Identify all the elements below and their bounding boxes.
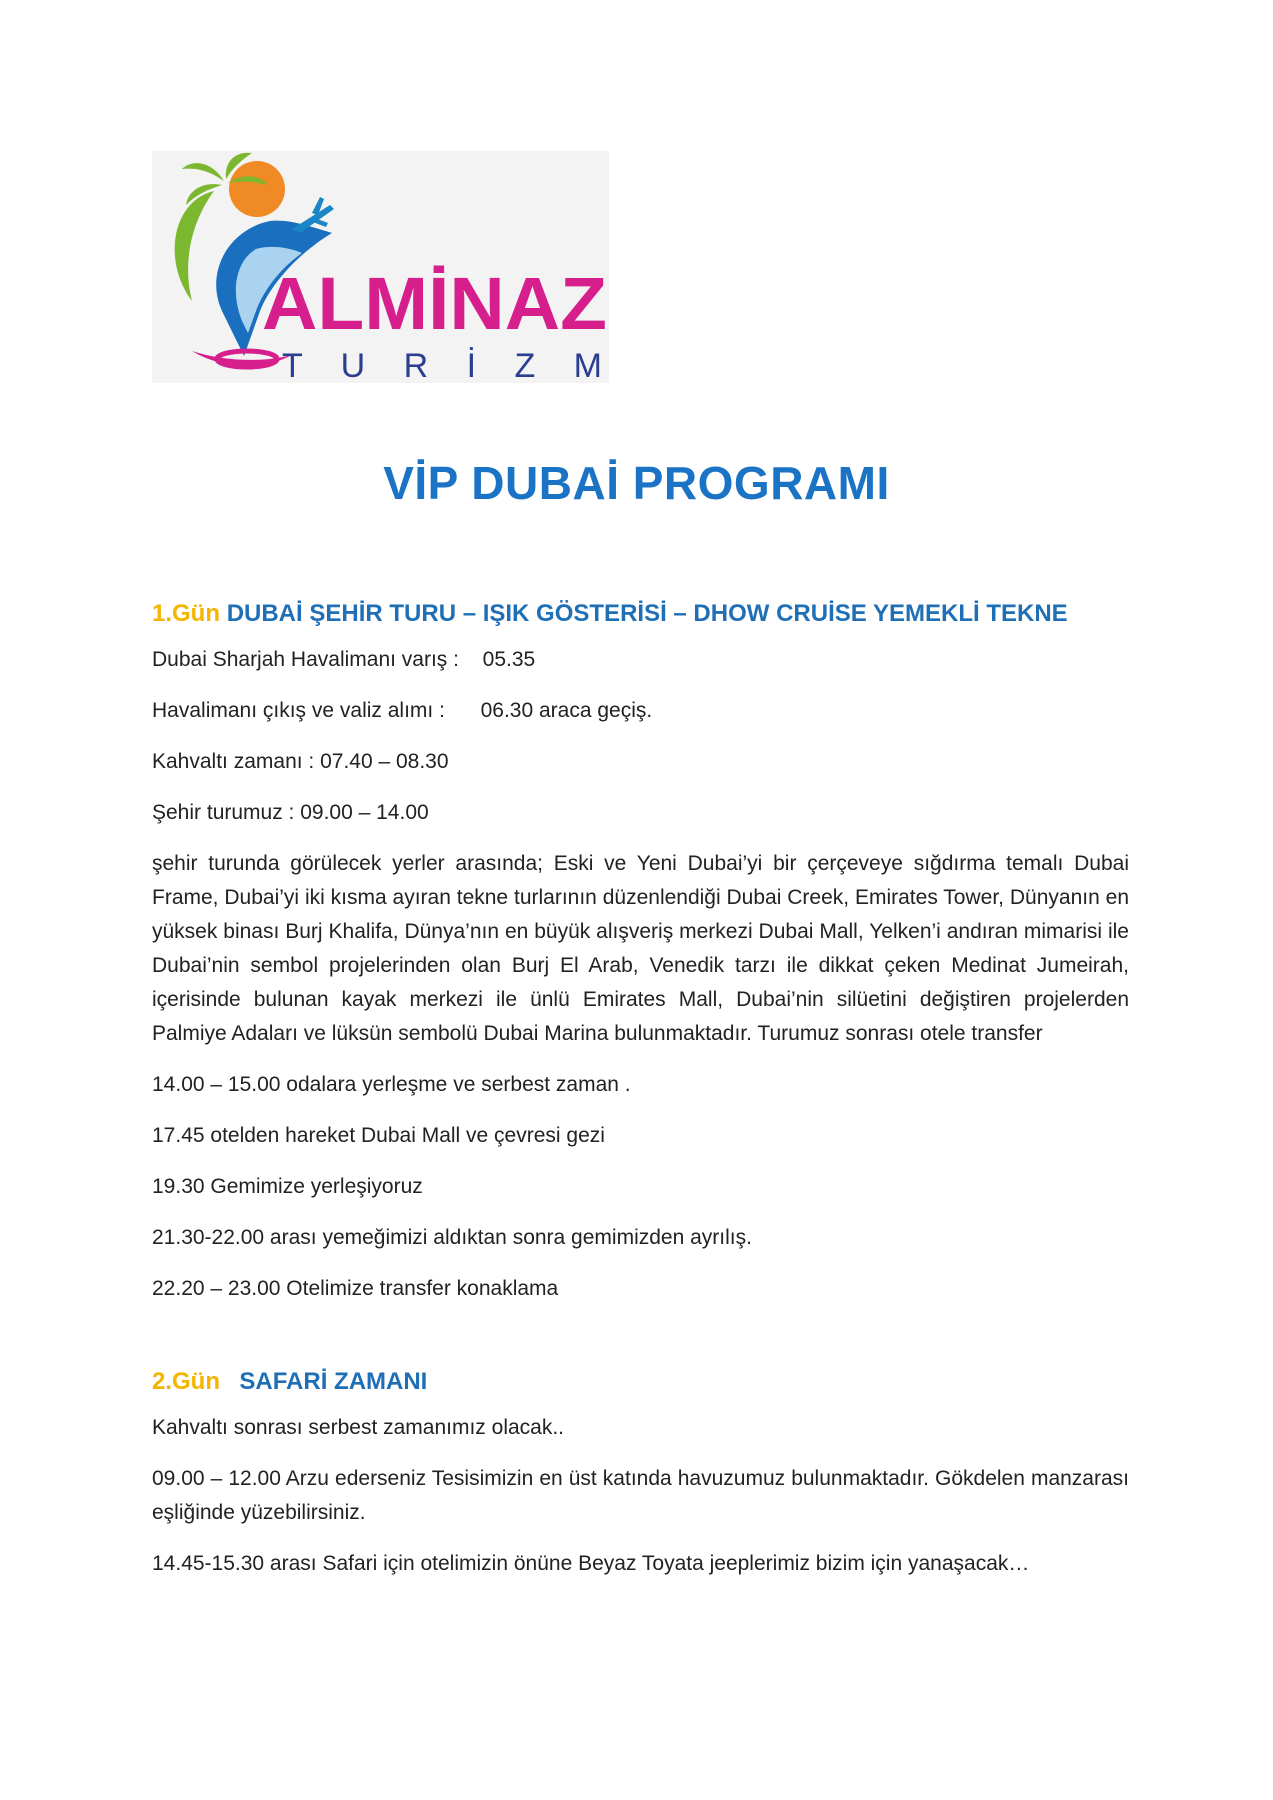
program-content: [152, 598, 1129, 1598]
day2-line: Kahvaltı sonrası serbest zamanımız olacak..: [152, 1416, 565, 1440]
city-tour-description: şehir turunda görülecek yerler arasında; Eski ve Yeni Dubai’yi bir çerçeveye sığdırma temalı Dubai Frame, Dubai’yi iki kısma ayıran tekne turlarının düzenlendiği Dubai Creek, Emirates Tower, Dünyanın en yüksek binası Burj Khalifa, Dünya’nın en büyük alışveriş merkezi Dubai Mall, Yelken’i andıran mimarisi ile Dubai’nin sembol projelerinden olan Burj El Arab, Venedik tarzı ile dikkat çeken Medinat Jumeirah, içerisinde bulunan kayak merkezi ile ünlü Emirates Mall, Dubai’nin silüetini değiştiren projelerden Palmiye Adaları ve lüksün sembolü Dubai Marina bulunmaktadır. Turumuz sonrası otele transfer: [152, 852, 1129, 1046]
schedule-item: 14.00 – 15.00 odalara yerleşme ve serbest zaman .: [152, 1073, 631, 1097]
day2-number: 2.Gün: [152, 1368, 221, 1396]
schedule-item: 19.30 Gemimize yerleşiyoruz: [152, 1175, 423, 1199]
logo-graphic: [152, 151, 609, 383]
day2-line: 14.45-15.30 arası Safari için otelimizin önüne Beyaz Toyata jeeplerimiz bizim için yanaşacak…: [152, 1552, 1030, 1576]
day2-heading: [152, 1366, 1129, 1397]
company-logo: [152, 151, 609, 383]
breakfast-line: Kahvaltı zamanı : 07.40 – 08.30: [152, 750, 449, 774]
arrival-time: 05.35: [482, 648, 536, 672]
day2-title: SAFARİ ZAMANI: [239, 1368, 428, 1396]
day2-line: 09.00 – 12.00 Arzu ederseniz Tesisimizin en üst katında havuzumuz bulunmaktadır. Gökdelen manzarası eşliğinde yüzebilirsiniz.: [152, 1467, 1129, 1525]
logo-sub-text: T U R İ Z M: [282, 347, 602, 383]
exit-time: 06.30 araca geçiş.: [480, 699, 653, 723]
day1-heading: [152, 598, 1129, 629]
page-title: VİP DUBAİ PROGRAMI: [383, 457, 890, 509]
arrival-line: [152, 643, 1129, 677]
exit-line: [152, 694, 1129, 728]
exit-label: Havalimanı çıkış ve valiz alımı :: [152, 699, 445, 723]
arrival-label: Dubai Sharjah Havalimanı varış :: [152, 648, 459, 672]
city-tour-line: Şehir turumuz : 09.00 – 14.00: [152, 801, 429, 825]
leaf-swoosh-icon: [175, 191, 214, 301]
sun-icon: [229, 161, 285, 217]
schedule-item: 21.30-22.00 arası yemeğimizi aldıktan sonra gemimizden ayrılış.: [152, 1226, 752, 1250]
logo-brand-text: ALMİNAZ: [262, 262, 607, 345]
day1-title: DUBAİ ŞEHİR TURU – IŞIK GÖSTERİSİ – DHOW CRUİSE YEMEKLİ TEKNE: [226, 600, 1068, 627]
schedule-item: 17.45 otelden hareket Dubai Mall ve çevresi gezi: [152, 1124, 605, 1148]
day1-number: 1.Gün: [152, 600, 221, 627]
schedule-item: 22.20 – 23.00 Otelimize transfer konaklama: [152, 1277, 559, 1301]
